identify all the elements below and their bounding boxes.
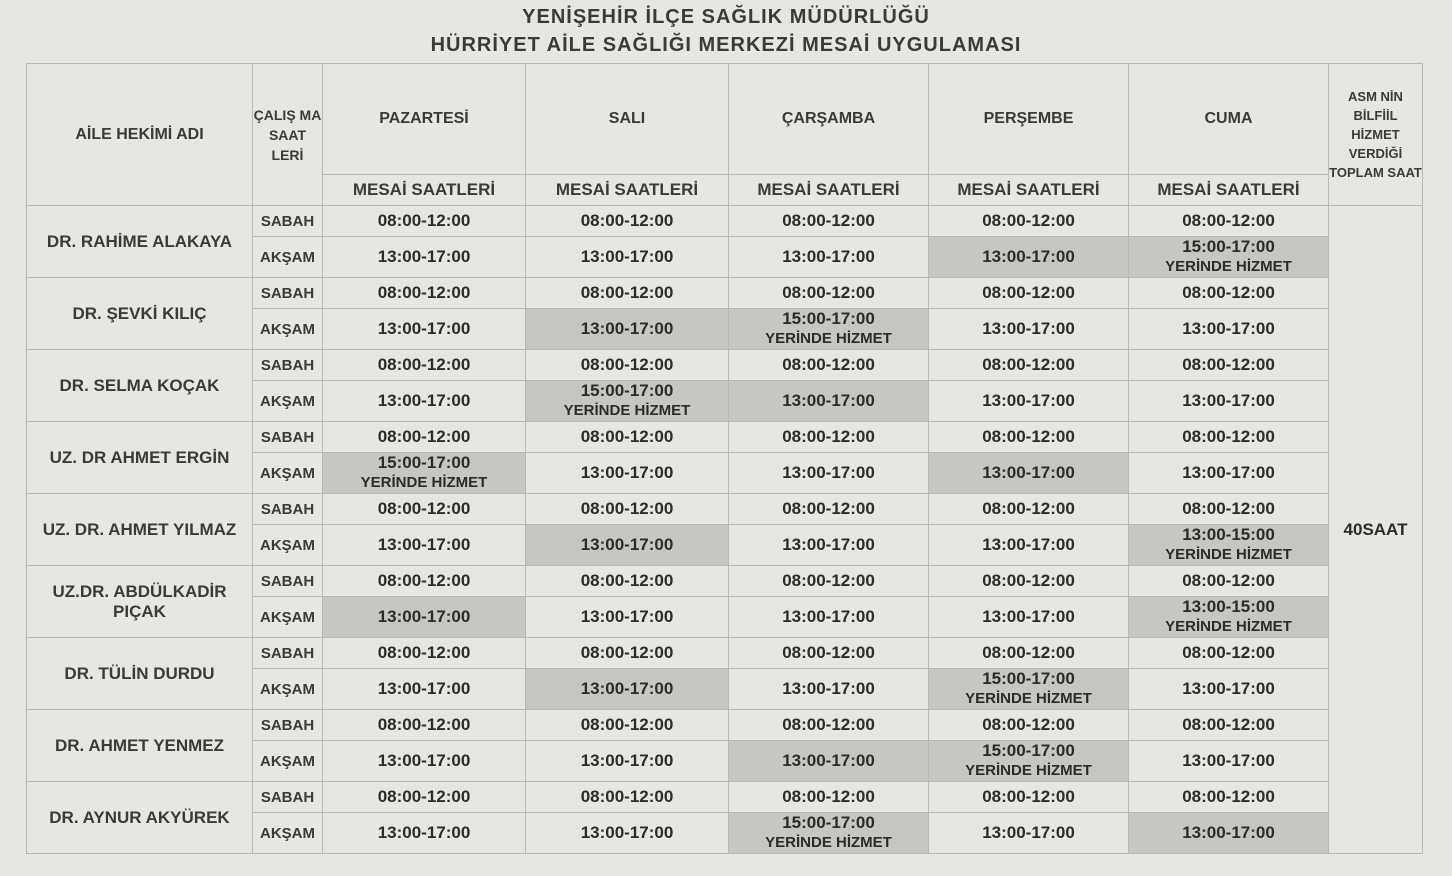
evening-hours-text: 13:00-17:00 xyxy=(1182,751,1275,770)
evening-hours-cell xyxy=(929,525,1129,566)
evening-hours-cell xyxy=(323,813,526,854)
header-day: ÇARŞAMBA xyxy=(729,64,929,175)
evening-hours-text: 13:00-17:00 xyxy=(782,463,875,482)
evening-hours-text: 13:00-17:00 xyxy=(377,391,471,410)
evening-hours-text: 15:00-17:00 xyxy=(580,381,674,400)
evening-hours-cell xyxy=(729,381,929,422)
morning-hours-cell: 08:00-12:00 xyxy=(929,350,1129,381)
evening-hours-cell xyxy=(929,597,1129,638)
evening-hours-text: 13:00-17:00 xyxy=(1182,679,1275,698)
evening-hours-cell xyxy=(1129,597,1329,638)
shift-label-evening: AKŞAM xyxy=(253,597,323,638)
evening-hours-cell xyxy=(323,237,526,278)
evening-hours-cell xyxy=(323,525,526,566)
shift-label-morning: SABAH xyxy=(253,566,323,597)
shift-label-morning: SABAH xyxy=(253,206,323,237)
shift-label-morning: SABAH xyxy=(253,278,323,309)
evening-hours-text: 13:00-17:00 xyxy=(782,535,875,554)
evening-hours-text: 13:00-17:00 xyxy=(580,679,674,698)
evening-hours-cell xyxy=(526,381,729,422)
evening-hours-cell xyxy=(526,669,729,710)
evening-hours-text: 13:00-17:00 xyxy=(982,319,1075,338)
on-site-service-note: YERİNDE HİZMET xyxy=(965,762,1092,779)
evening-hours-text: 13:00-17:00 xyxy=(1182,391,1275,410)
on-site-service-note: YERİNDE HİZMET xyxy=(1165,258,1292,275)
on-site-service-note: YERİNDE HİZMET xyxy=(765,834,892,851)
morning-hours-cell: 08:00-12:00 xyxy=(729,782,929,813)
evening-hours-cell xyxy=(526,237,729,278)
shift-label-morning: SABAH xyxy=(253,782,323,813)
evening-hours-cell xyxy=(929,453,1129,494)
header-sub: MESAİ SAATLERİ xyxy=(729,175,929,206)
morning-hours-cell: 08:00-12:00 xyxy=(323,350,526,381)
evening-hours-cell xyxy=(323,309,526,350)
table-row-morning xyxy=(27,566,1423,597)
evening-hours-text: 13:00-17:00 xyxy=(377,247,471,266)
table-row-morning xyxy=(27,278,1423,309)
evening-hours-cell xyxy=(729,309,929,350)
shift-label-evening: AKŞAM xyxy=(253,453,323,494)
evening-hours-text: 15:00-17:00 xyxy=(982,741,1075,760)
schedule-body xyxy=(27,206,1423,854)
evening-hours-text: 13:00-17:00 xyxy=(580,751,674,770)
morning-hours-cell: 08:00-12:00 xyxy=(929,494,1129,525)
evening-hours-cell xyxy=(929,381,1129,422)
document-title-line1: YENİŞEHİR İLÇE SAĞLIK MÜDÜRLÜĞÜ xyxy=(522,6,930,28)
table-row-morning xyxy=(27,710,1423,741)
header-day: PAZARTESİ xyxy=(323,64,526,175)
morning-hours-cell: 08:00-12:00 xyxy=(323,494,526,525)
morning-hours-cell: 08:00-12:00 xyxy=(1129,566,1329,597)
evening-hours-text: 13:00-17:00 xyxy=(982,247,1075,266)
header-sub: MESAİ SAATLERİ xyxy=(929,175,1129,206)
table-row-morning xyxy=(27,206,1423,237)
shift-label-evening: AKŞAM xyxy=(253,237,323,278)
morning-hours-cell: 08:00-12:00 xyxy=(323,638,526,669)
evening-hours-text: 13:00-17:00 xyxy=(580,535,674,554)
doctor-name: UZ. DR. AHMET YILMAZ xyxy=(27,494,253,566)
evening-hours-text: 13:00-17:00 xyxy=(580,463,674,482)
evening-hours-cell xyxy=(929,813,1129,854)
morning-hours-cell: 08:00-12:00 xyxy=(729,206,929,237)
evening-hours-cell xyxy=(729,741,929,782)
schedule-table xyxy=(26,63,1423,854)
morning-hours-cell: 08:00-12:00 xyxy=(526,350,729,381)
header-doctor-name: AİLE HEKİMİ ADI xyxy=(27,64,253,206)
header-sub: MESAİ SAATLERİ xyxy=(1129,175,1329,206)
shift-label-evening: AKŞAM xyxy=(253,741,323,782)
evening-hours-text: 13:00-17:00 xyxy=(1182,823,1275,842)
evening-hours-cell xyxy=(729,237,929,278)
evening-hours-text: 15:00-17:00 xyxy=(377,453,471,472)
morning-hours-cell: 08:00-12:00 xyxy=(323,710,526,741)
morning-hours-cell: 08:00-12:00 xyxy=(1129,206,1329,237)
evening-hours-text: 13:00-17:00 xyxy=(1182,319,1275,338)
evening-hours-cell xyxy=(729,453,929,494)
evening-hours-text: 13:00-15:00 xyxy=(1182,525,1275,544)
shift-label-evening: AKŞAM xyxy=(253,309,323,350)
shift-label-morning: SABAH xyxy=(253,494,323,525)
evening-hours-text: 13:00-17:00 xyxy=(377,319,471,338)
morning-hours-cell: 08:00-12:00 xyxy=(526,782,729,813)
evening-hours-cell xyxy=(323,741,526,782)
header-day: PERŞEMBE xyxy=(929,64,1129,175)
doctor-name: UZ.DR. ABDÜLKADİR PIÇAK xyxy=(27,566,253,638)
evening-hours-text: 13:00-17:00 xyxy=(982,535,1075,554)
morning-hours-cell: 08:00-12:00 xyxy=(323,422,526,453)
shift-label-evening: AKŞAM xyxy=(253,381,323,422)
morning-hours-cell: 08:00-12:00 xyxy=(729,710,929,741)
evening-hours-cell xyxy=(1129,741,1329,782)
evening-hours-cell xyxy=(323,453,526,494)
evening-hours-text: 13:00-17:00 xyxy=(377,679,471,698)
header-total-hours: ASM NİN BİLFİİL HİZMET VERDİĞİ TOPLAM SAAT xyxy=(1329,64,1423,206)
evening-hours-text: 13:00-17:00 xyxy=(982,463,1075,482)
evening-hours-cell xyxy=(1129,453,1329,494)
evening-hours-text: 15:00-17:00 xyxy=(782,813,875,832)
evening-hours-text: 13:00-17:00 xyxy=(982,823,1075,842)
doctor-name: DR. RAHİME ALAKAYA xyxy=(27,206,253,278)
document-title-line2: HÜRRİYET AİLE SAĞLIĞI MERKEZİ MESAİ UYGULAMASI xyxy=(430,34,1022,56)
morning-hours-cell: 08:00-12:00 xyxy=(1129,638,1329,669)
evening-hours-cell xyxy=(323,381,526,422)
header-sub: MESAİ SAATLERİ xyxy=(526,175,729,206)
evening-hours-text: 13:00-17:00 xyxy=(782,679,875,698)
table-row-morning xyxy=(27,494,1423,525)
evening-hours-cell xyxy=(729,597,929,638)
doctor-name: DR. ŞEVKİ KILIÇ xyxy=(27,278,253,350)
evening-hours-text: 13:00-17:00 xyxy=(782,391,875,410)
header-day: CUMA xyxy=(1129,64,1329,175)
on-site-service-note: YERİNDE HİZMET xyxy=(965,690,1092,707)
morning-hours-cell: 08:00-12:00 xyxy=(526,566,729,597)
on-site-service-note: YERİNDE HİZMET xyxy=(1165,618,1292,635)
morning-hours-cell: 08:00-12:00 xyxy=(323,206,526,237)
morning-hours-cell: 08:00-12:00 xyxy=(323,278,526,309)
morning-hours-cell: 08:00-12:00 xyxy=(929,206,1129,237)
morning-hours-cell: 08:00-12:00 xyxy=(729,350,929,381)
evening-hours-text: 13:00-17:00 xyxy=(982,391,1075,410)
evening-hours-cell xyxy=(1129,525,1329,566)
shift-label-evening: AKŞAM xyxy=(253,813,323,854)
table-row-morning xyxy=(27,638,1423,669)
evening-hours-text: 13:00-17:00 xyxy=(782,607,875,626)
morning-hours-cell: 08:00-12:00 xyxy=(729,494,929,525)
evening-hours-cell xyxy=(526,741,729,782)
evening-hours-cell xyxy=(526,813,729,854)
morning-hours-cell: 08:00-12:00 xyxy=(526,710,729,741)
morning-hours-cell: 08:00-12:00 xyxy=(1129,278,1329,309)
evening-hours-text: 15:00-17:00 xyxy=(782,309,875,328)
evening-hours-text: 13:00-17:00 xyxy=(782,751,875,770)
evening-hours-text: 13:00-17:00 xyxy=(982,607,1075,626)
shift-label-morning: SABAH xyxy=(253,638,323,669)
table-row-morning xyxy=(27,782,1423,813)
evening-hours-text: 15:00-17:00 xyxy=(982,669,1075,688)
morning-hours-cell: 08:00-12:00 xyxy=(929,782,1129,813)
evening-hours-text: 13:00-17:00 xyxy=(580,247,674,266)
morning-hours-cell: 08:00-12:00 xyxy=(1129,422,1329,453)
on-site-service-note: YERİNDE HİZMET xyxy=(765,330,892,347)
on-site-service-note: YERİNDE HİZMET xyxy=(563,402,691,419)
evening-hours-text: 13:00-17:00 xyxy=(377,823,471,842)
evening-hours-cell xyxy=(929,309,1129,350)
morning-hours-cell: 08:00-12:00 xyxy=(729,566,929,597)
doctor-name: DR. TÜLİN DURDU xyxy=(27,638,253,710)
on-site-service-note: YERİNDE HİZMET xyxy=(1165,546,1292,563)
evening-hours-text: 13:00-15:00 xyxy=(1182,597,1275,616)
total-hours-value: 40SAAT xyxy=(1329,206,1423,854)
morning-hours-cell: 08:00-12:00 xyxy=(729,278,929,309)
evening-hours-cell xyxy=(929,237,1129,278)
evening-hours-cell xyxy=(1129,237,1329,278)
evening-hours-text: 13:00-17:00 xyxy=(580,607,674,626)
doctor-name: DR. AYNUR AKYÜREK xyxy=(27,782,253,854)
morning-hours-cell: 08:00-12:00 xyxy=(929,638,1129,669)
evening-hours-text: 15:00-17:00 xyxy=(1182,237,1275,256)
morning-hours-cell: 08:00-12:00 xyxy=(1129,494,1329,525)
evening-hours-cell xyxy=(1129,813,1329,854)
evening-hours-cell xyxy=(929,669,1129,710)
on-site-service-note: YERİNDE HİZMET xyxy=(360,474,488,491)
table-row-morning xyxy=(27,350,1423,381)
morning-hours-cell: 08:00-12:00 xyxy=(929,278,1129,309)
evening-hours-text: 13:00-17:00 xyxy=(580,823,674,842)
morning-hours-cell: 08:00-12:00 xyxy=(526,494,729,525)
evening-hours-cell xyxy=(526,597,729,638)
evening-hours-cell xyxy=(729,669,929,710)
morning-hours-cell: 08:00-12:00 xyxy=(729,638,929,669)
shift-label-morning: SABAH xyxy=(253,350,323,381)
evening-hours-text: 13:00-17:00 xyxy=(377,607,471,626)
evening-hours-text: 13:00-17:00 xyxy=(580,319,674,338)
morning-hours-cell: 08:00-12:00 xyxy=(526,278,729,309)
morning-hours-cell: 08:00-12:00 xyxy=(929,710,1129,741)
header-sub: MESAİ SAATLERİ xyxy=(323,175,526,206)
header-working-hours: ÇALIŞ MA SAAT LERİ xyxy=(253,64,323,206)
evening-hours-cell xyxy=(1129,309,1329,350)
evening-hours-cell xyxy=(729,525,929,566)
evening-hours-cell xyxy=(929,741,1129,782)
evening-hours-text: 13:00-17:00 xyxy=(1182,463,1275,482)
table-row-morning xyxy=(27,422,1423,453)
doctor-name: DR. AHMET YENMEZ xyxy=(27,710,253,782)
morning-hours-cell: 08:00-12:00 xyxy=(526,206,729,237)
evening-hours-cell xyxy=(323,669,526,710)
evening-hours-cell xyxy=(526,309,729,350)
doctor-name: DR. SELMA KOÇAK xyxy=(27,350,253,422)
doctor-name: UZ. DR AHMET ERGİN xyxy=(27,422,253,494)
morning-hours-cell: 08:00-12:00 xyxy=(729,422,929,453)
morning-hours-cell: 08:00-12:00 xyxy=(526,638,729,669)
evening-hours-cell xyxy=(1129,381,1329,422)
morning-hours-cell: 08:00-12:00 xyxy=(323,566,526,597)
shift-label-evening: AKŞAM xyxy=(253,525,323,566)
morning-hours-cell: 08:00-12:00 xyxy=(526,422,729,453)
evening-hours-cell xyxy=(526,453,729,494)
morning-hours-cell: 08:00-12:00 xyxy=(1129,710,1329,741)
evening-hours-cell xyxy=(729,813,929,854)
evening-hours-text: 13:00-17:00 xyxy=(782,247,875,266)
morning-hours-cell: 08:00-12:00 xyxy=(929,422,1129,453)
evening-hours-text: 13:00-17:00 xyxy=(377,751,471,770)
evening-hours-cell xyxy=(323,597,526,638)
morning-hours-cell: 08:00-12:00 xyxy=(1129,782,1329,813)
shift-label-evening: AKŞAM xyxy=(253,669,323,710)
shift-label-morning: SABAH xyxy=(253,710,323,741)
evening-hours-cell xyxy=(1129,669,1329,710)
morning-hours-cell: 08:00-12:00 xyxy=(1129,350,1329,381)
header-day: SALI xyxy=(526,64,729,175)
evening-hours-text: 13:00-17:00 xyxy=(377,535,471,554)
morning-hours-cell: 08:00-12:00 xyxy=(929,566,1129,597)
shift-label-morning: SABAH xyxy=(253,422,323,453)
evening-hours-cell xyxy=(526,525,729,566)
morning-hours-cell: 08:00-12:00 xyxy=(323,782,526,813)
